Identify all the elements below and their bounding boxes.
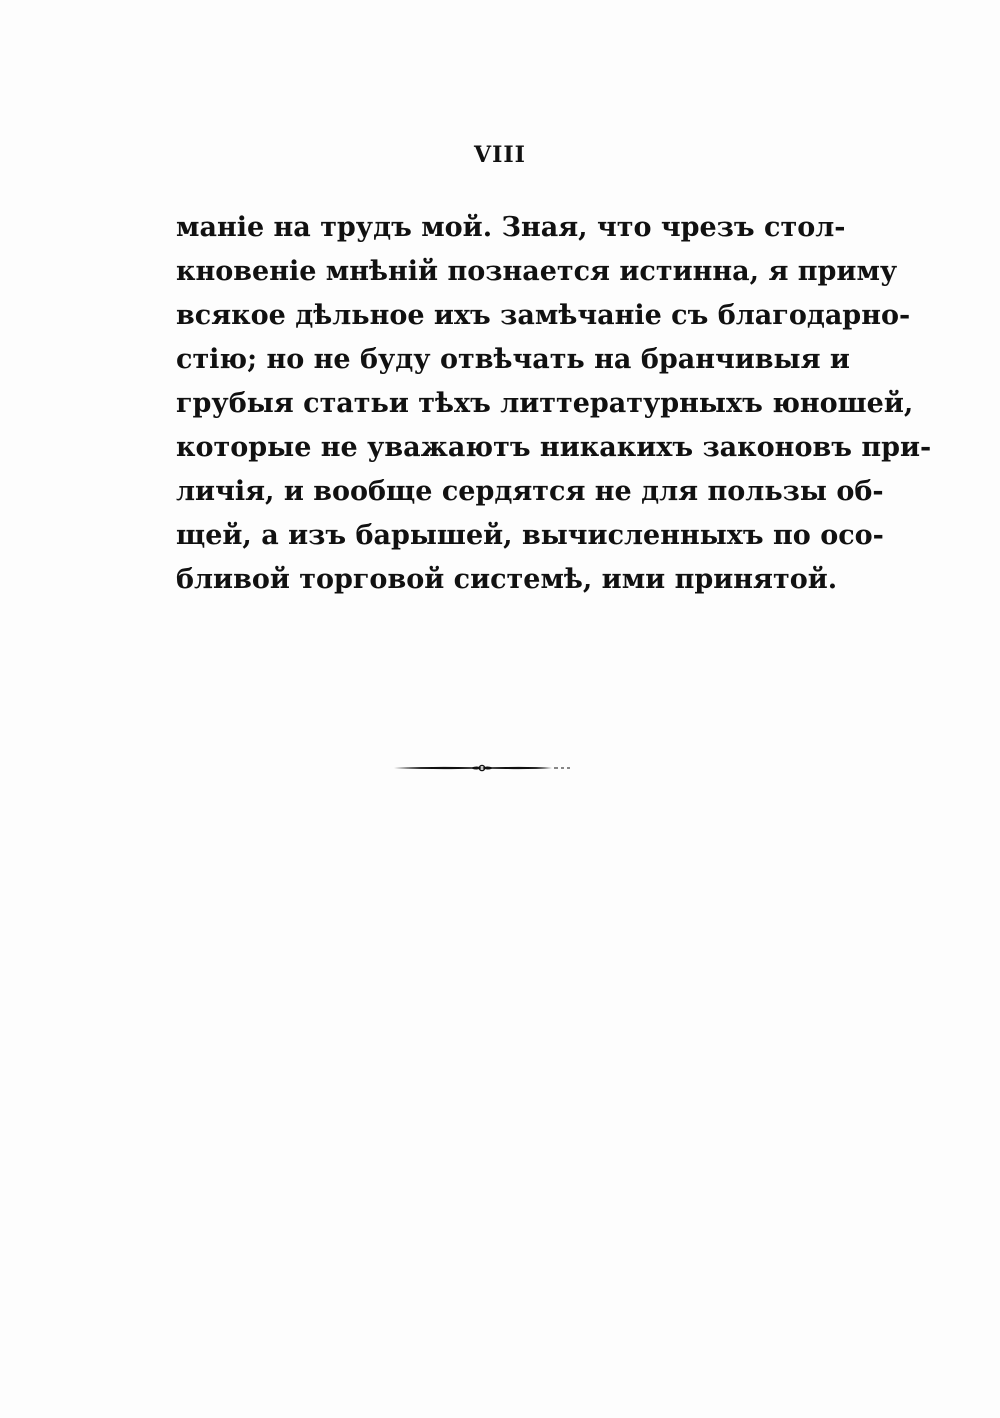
text-line: кновеніе мнѣній познается истинна, я приму bbox=[176, 256, 898, 287]
text-line: стію; но не буду отвѣчать на бранчивыя и bbox=[176, 344, 850, 375]
text-line: бливой торговой системѣ, ими принятой. bbox=[176, 564, 838, 595]
decorative-rule-icon bbox=[392, 758, 572, 778]
text-line: грубыя статьи тѣхъ литтературныхъ юношей, bbox=[176, 388, 914, 419]
text-line: которые не уважаютъ никакихъ законовъ при- bbox=[176, 432, 932, 463]
text-line: маніе на трудъ мой. Зная, что чрезъ стол- bbox=[176, 212, 846, 243]
text-line: щей, а изъ барышей, вычисленныхъ по осо- bbox=[176, 520, 884, 551]
text-line: всякое дѣльное ихъ замѣчаніе съ благодарно- bbox=[176, 300, 911, 331]
text-line: личія, и вообще сердятся не для пользы об- bbox=[176, 476, 884, 507]
page-number: VIII bbox=[474, 142, 526, 168]
body-text bbox=[176, 206, 932, 602]
